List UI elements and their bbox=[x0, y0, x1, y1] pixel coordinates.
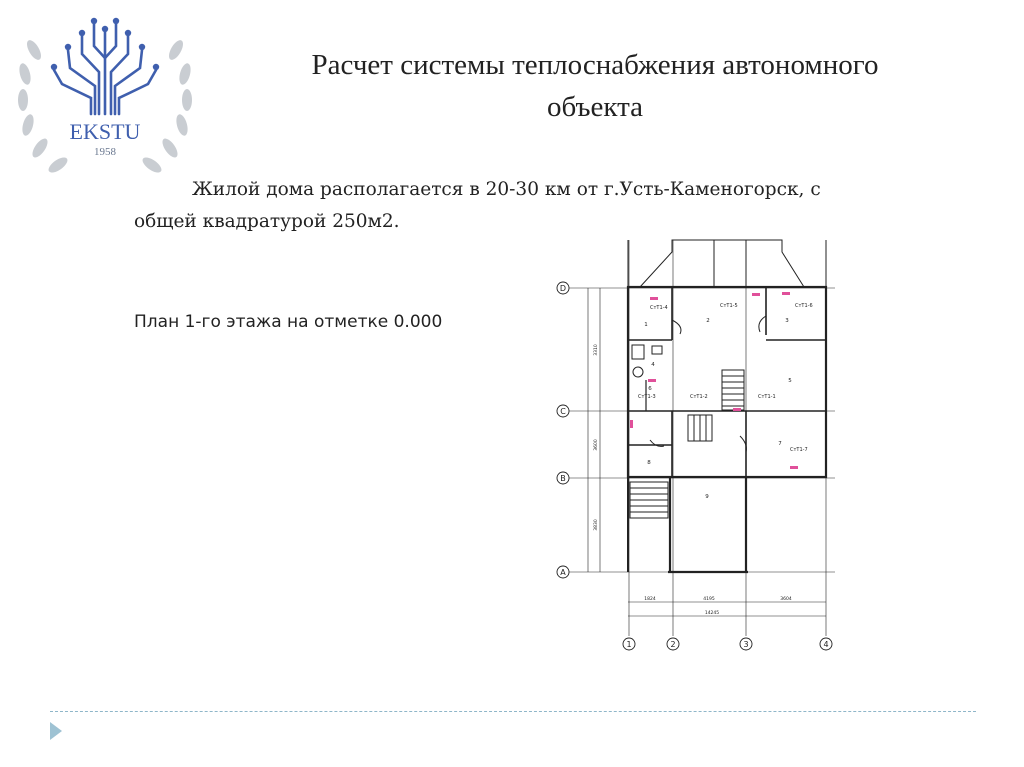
title-line-2: объекта bbox=[546, 91, 643, 123]
riser-label-5: СтТ1-5 bbox=[720, 303, 738, 309]
riser-label-1: СтТ1-1 bbox=[758, 394, 776, 400]
axis-col-2: 2 bbox=[670, 640, 676, 649]
dim-v-1: 3310 bbox=[594, 344, 599, 356]
room-4: 4 bbox=[651, 362, 655, 368]
riser-label-7: СтТ1-7 bbox=[790, 447, 808, 453]
riser-label-4: СтТ1-4 bbox=[650, 305, 668, 311]
room-5: 5 bbox=[788, 378, 792, 384]
axis-row-b: B bbox=[560, 474, 566, 483]
room-3: 3 bbox=[785, 318, 789, 324]
logo-text: EKSTU bbox=[69, 119, 141, 144]
riser-label-6: СтТ1-6 bbox=[795, 303, 813, 309]
paragraph-line-2: общей квадратурой 250м2. bbox=[134, 211, 400, 232]
axis-col-1: 1 bbox=[626, 640, 632, 649]
footer-divider bbox=[50, 711, 976, 712]
slide-title bbox=[225, 44, 965, 128]
riser-label-2: СтТ1-2 bbox=[690, 394, 708, 400]
axis-row-c: C bbox=[560, 407, 566, 416]
description-paragraph bbox=[134, 174, 964, 238]
axis-row-d: D bbox=[559, 284, 567, 293]
dim-v-3: 3830 bbox=[594, 519, 599, 531]
paragraph-line-1: Жилой дома располагается в 20-30 км от г.Усть-Каменогорск, с bbox=[192, 179, 821, 200]
room-1: 1 bbox=[644, 322, 648, 328]
floor-plan-drawing bbox=[552, 232, 838, 668]
room-2: 2 bbox=[706, 318, 710, 324]
riser-label-3: СтТ1-3 bbox=[638, 394, 656, 400]
plan-caption: План 1-го этажа на отметке 0.000 bbox=[134, 312, 443, 332]
logo-year: 1958 bbox=[94, 146, 116, 158]
next-slide-arrow-icon[interactable] bbox=[50, 722, 62, 740]
dim-h-1: 1824 bbox=[644, 597, 656, 602]
dim-v-2: 3600 bbox=[594, 439, 599, 451]
axis-col-4: 4 bbox=[823, 640, 829, 649]
room-6: 6 bbox=[648, 386, 652, 392]
dim-h-3: 3604 bbox=[780, 597, 792, 602]
room-8: 8 bbox=[647, 460, 651, 466]
dim-total: 14245 bbox=[704, 611, 720, 616]
room-9: 9 bbox=[705, 494, 709, 500]
dim-h-2: 4195 bbox=[703, 597, 715, 602]
title-line-1: Расчет системы теплоснабжения автономного bbox=[311, 49, 879, 81]
ekstu-logo bbox=[10, 2, 200, 182]
axis-row-a: A bbox=[560, 568, 566, 577]
room-7: 7 bbox=[778, 441, 782, 447]
axis-col-3: 3 bbox=[743, 640, 749, 649]
